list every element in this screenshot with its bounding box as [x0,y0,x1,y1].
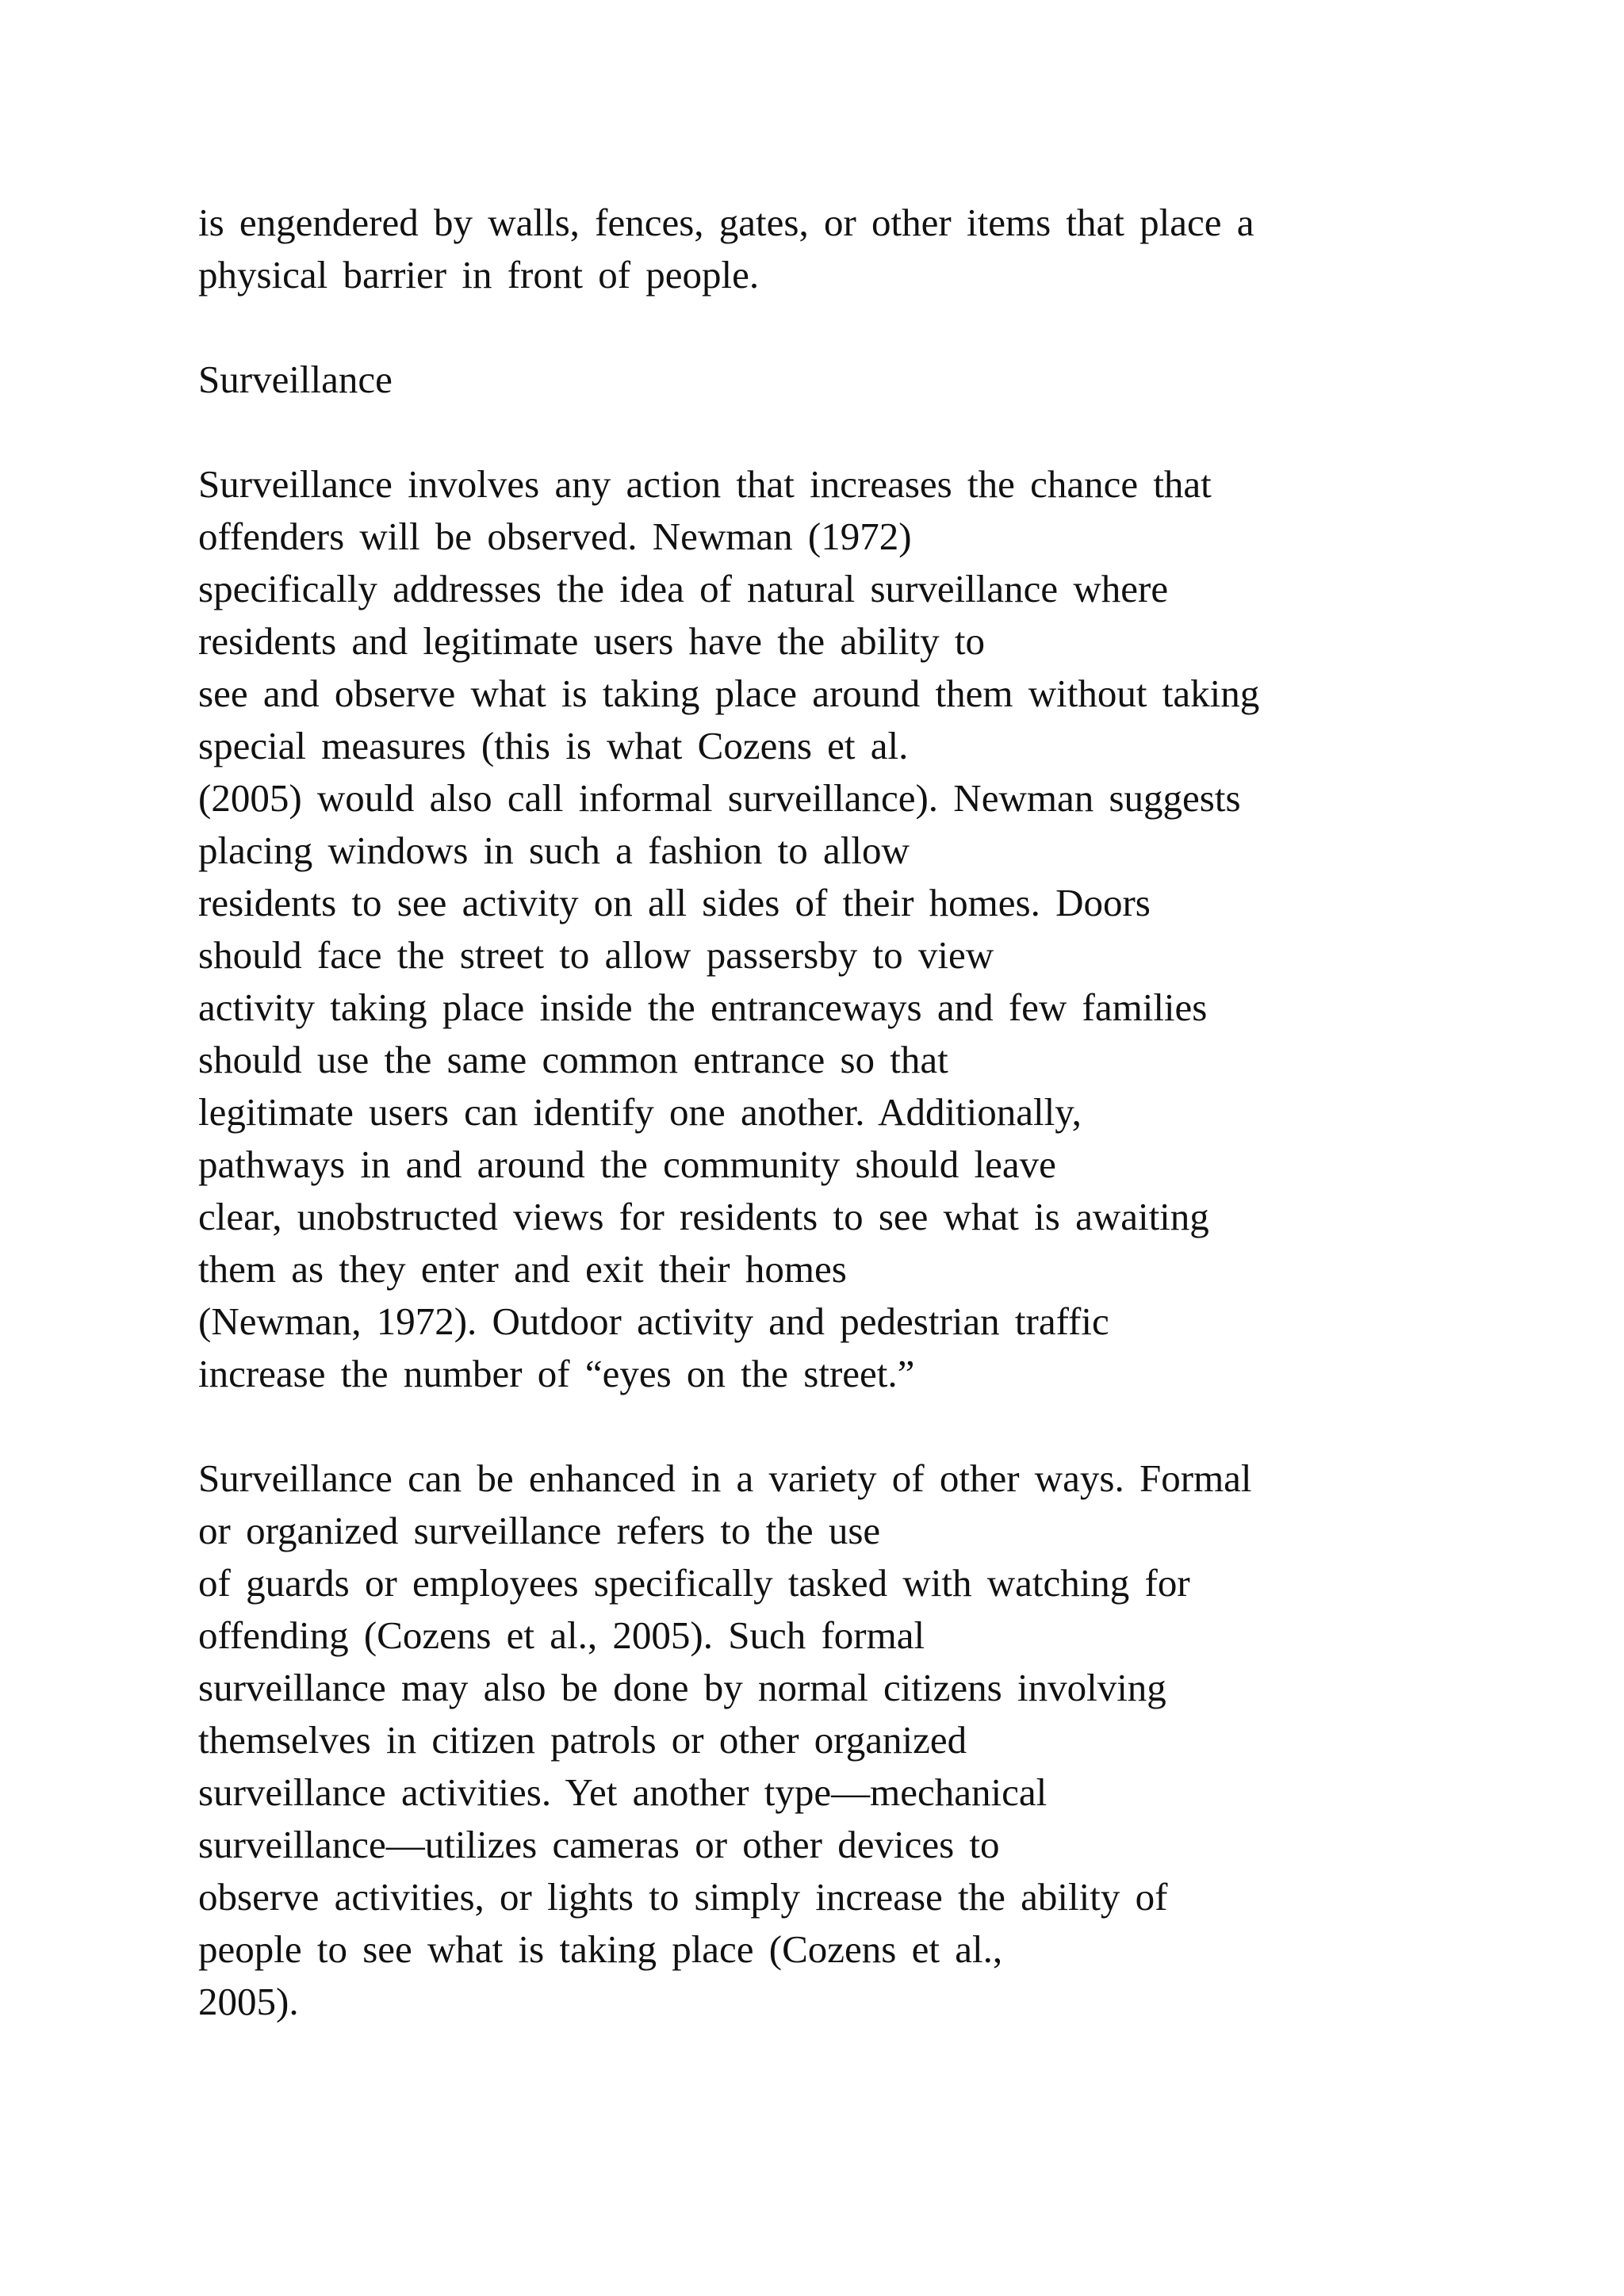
text-line: special measures (this is what Cozens et al. [198,724,909,767]
text-line: should use the same common entrance so that [198,1038,948,1081]
surveillance-paragraph-2 [198,1452,1483,2028]
text-line: pathways in and around the community should leave [198,1142,1056,1186]
text-line: specifically addresses the idea of natural surveillance where [198,567,1169,610]
text-line: see and observe what is taking place around them without taking [198,672,1260,715]
text-line: or organized surveillance refers to the use [198,1509,881,1552]
text-line: is engendered by walls, fences, gates, or other items that place a [198,201,1254,244]
text-line: physical barrier in front of people. [198,253,760,297]
text-line: residents to see activity on all sides of their homes. Doors [198,881,1151,924]
text-line: them as they enter and exit their homes [198,1247,847,1291]
text-line: themselves in citizen patrols or other organized [198,1718,967,1762]
text-line: (2005) would also call informal surveillance). Newman suggests [198,776,1241,820]
text-line: clear, unobstructed views for residents to see what is awaiting [198,1195,1209,1238]
text-line: Surveillance involves any action that increases the chance that [198,462,1212,506]
text-line: of guards or employees specifically tasked with watching for [198,1561,1190,1605]
text-line: 2005). [198,1980,299,2023]
section-heading: Surveillance [198,358,393,401]
surveillance-paragraph-1 [198,458,1483,1400]
paragraph-gap [198,1400,1483,1452]
text-line: Surveillance can be enhanced in a variety of other ways. Formal [198,1456,1252,1500]
text-line: observe activities, or lights to simply increase the ability of [198,1875,1168,1919]
paragraph-gap [198,406,1483,458]
document-page [198,197,1483,2028]
text-line: surveillance may also be done by normal citizens involving [198,1666,1166,1709]
intro-paragraph [198,197,1483,301]
text-line: people to see what is taking place (Cozens et al., [198,1927,1003,1971]
text-line: residents and legitimate users have the ability to [198,619,985,663]
text-line: offenders will be observed. Newman (1972) [198,515,912,558]
text-line: activity taking place inside the entranceways and few families [198,985,1208,1029]
text-line: surveillance—utilizes cameras or other devices to [198,1823,1000,1866]
text-line: increase the number of “eyes on the street.” [198,1352,915,1395]
text-line: placing windows in such a fashion to allow [198,828,910,872]
text-line: should face the street to allow passersby to view [198,933,994,977]
text-line: surveillance activities. Yet another type—mechanical [198,1770,1048,1814]
text-line: offending (Cozens et al., 2005). Such formal [198,1613,925,1657]
text-line: (Newman, 1972). Outdoor activity and pedestrian traffic [198,1299,1109,1343]
paragraph-gap [198,301,1483,354]
text-line: legitimate users can identify one another. Additionally, [198,1090,1082,1134]
